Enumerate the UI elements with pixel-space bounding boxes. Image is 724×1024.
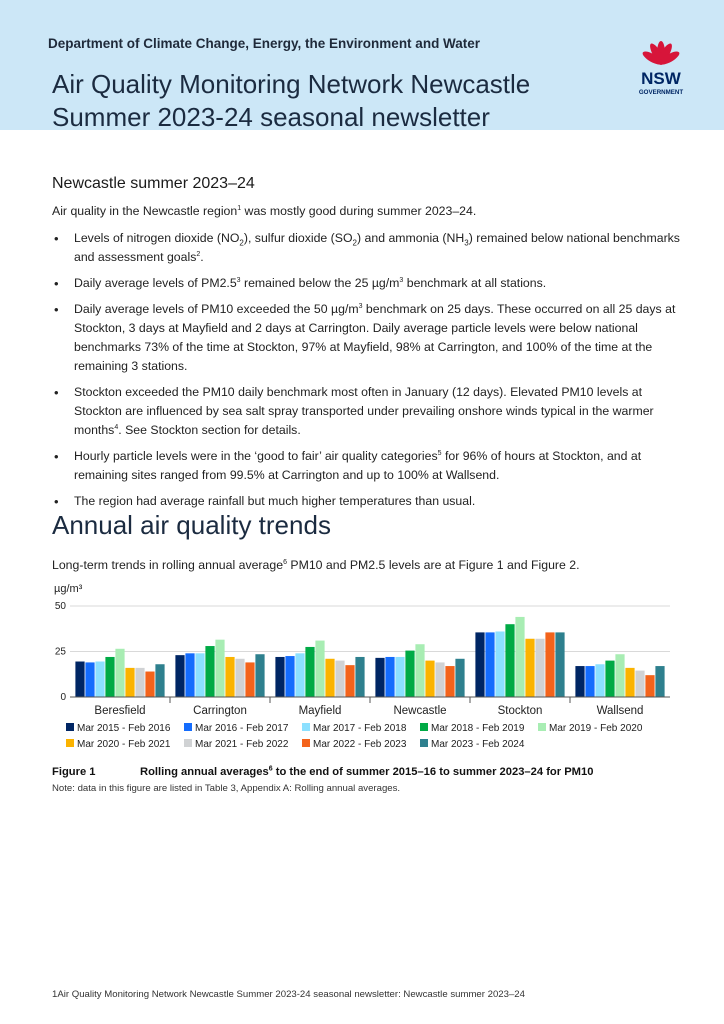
intro-text: was mostly good during summer 2023–24. [241,204,477,218]
bar [555,632,564,697]
bar [95,662,104,697]
bar [515,617,524,697]
bar [505,624,514,697]
bar [255,654,264,697]
pm10-bar-chart [50,578,680,758]
legend-swatch [302,723,310,731]
bar [375,658,384,697]
bar [445,666,454,697]
page-footer [52,989,525,1000]
bar [345,665,354,697]
bar [575,666,584,697]
y-tick-label: 25 [54,646,66,658]
bar [395,657,404,697]
x-tick-label: Newcastle [393,705,447,717]
bar [215,640,224,697]
footnote-ref: 3 [236,276,241,284]
legend-label: Mar 2019 - Feb 2020 [549,723,643,734]
logo-text-government: GOVERNMENT [638,89,684,96]
bar [475,632,484,697]
x-tick-label: Wallsend [596,705,644,717]
bar [175,655,184,697]
bar [115,649,124,697]
page-title [52,68,530,134]
bar [355,657,364,697]
bar [335,661,344,697]
legend-swatch [184,723,192,731]
bullet-text: remained below the 25 µg/m [240,276,400,290]
bullet-stockton [52,383,682,440]
legend-swatch [420,723,428,731]
bullet-text: for 96% of hours at Stockton, and at remaining sites ranged from 99.5% at Carrington and up to 100% at Wallsend. [74,449,642,482]
trends-heading: Annual air quality trends [52,510,331,540]
bar [135,668,144,697]
legend-label: Mar 2017 - Feb 2018 [313,723,407,734]
bar [495,631,504,697]
bullet-text: . [200,250,204,264]
trends-text-part: Long-term trends in rolling annual average [52,558,284,572]
bullet-text: ), sulfur dioxide (SO [243,231,353,245]
bar [655,666,664,697]
bar [185,653,194,697]
bar [585,666,594,697]
summary-heading: Newcastle summer 2023–24 [52,175,255,192]
legend-label: Mar 2020 - Feb 2021 [77,739,171,750]
title-line-2: Summer 2023-24 seasonal newsletter [52,102,490,132]
bar [455,659,464,697]
footnote-ref: 6 [268,765,273,773]
bullet-text: Levels of nitrogen dioxide (NO [74,231,240,245]
logo-text-nsw: NSW [641,69,681,88]
legend-label: Mar 2022 - Feb 2023 [313,739,407,750]
bar [525,639,534,697]
bullet-pm25 [52,274,682,293]
waratah-icon [641,41,681,67]
bar [295,653,304,697]
superscript: 3 [358,302,363,310]
footnote-ref: 6 [283,558,287,566]
legend-swatch [538,723,546,731]
bullet-text: ) and ammonia (NH [357,231,465,245]
x-tick-label: Stockton [497,705,543,717]
bar [325,659,334,697]
bar [125,668,134,697]
summary-intro [52,204,476,218]
bar [385,657,394,697]
department-name: Department of Climate Change, Energy, the Environment and Water [48,36,481,51]
bar [85,662,94,697]
figure-caption [52,766,593,778]
legend-label: Mar 2016 - Feb 2017 [195,723,289,734]
intro-text: Air quality in the Newcastle region [52,204,238,218]
bar [315,641,324,697]
bar [485,632,494,697]
figure-note: Note: data in this figure are listed in Table 3, Appendix A: Rolling annual averages. [52,783,401,794]
bar [235,659,244,697]
subscript: 2 [352,238,357,248]
legend-swatch [184,739,192,747]
legend-swatch [420,739,428,747]
bullet-text: Stockton exceeded the PM10 daily benchmark most often in January (12 days). Elevated PM10 levels at Stockton are influenced by sea salt spray transported under prevailing onshore winds typical in the warmer months [74,385,654,437]
subscript: 3 [464,238,469,248]
caption-text: to the end of summer 2015–16 to summer 2023–24 for PM10 [272,766,594,778]
bar [595,664,604,697]
footnote-ref: 4 [114,423,119,431]
bar [75,662,84,697]
bar [205,646,214,697]
bullet-text: benchmark on 25 days. These occurred on all 25 days at Stockton, 3 days at Mayfield and 2 days at Carrington. Daily average particle levels were below national benchmarks 73% of the time at Stockton, 97% at Mayfield, 98% at Carrington, and 100% of the time at the remaining 3 stations. [74,302,676,373]
footnote-ref: 2 [196,250,201,258]
bar [245,662,254,697]
x-tick-label: Carrington [193,705,247,717]
bullet-text: Daily average levels of PM2.5 [74,276,237,290]
bullet-text: Daily average levels of PM10 exceeded the 50 µg/m [74,302,359,316]
bullet-gases [52,229,682,267]
y-axis-unit-label: µg/m³ [54,583,83,595]
bullet-text: Hourly particle levels were in the ‘good to fair’ air quality categories [74,449,438,463]
bar [425,661,434,697]
summary-bullets [52,229,682,518]
legend-label: Mar 2021 - Feb 2022 [195,739,289,750]
bar [285,656,294,697]
bullet-weather: • The region had average rainfall but much higher temperatures than usual. [52,492,682,511]
bullet-text: benchmark at all stations. [403,276,547,290]
bar [635,671,644,697]
legend-swatch [302,739,310,747]
bar [225,657,234,697]
bar [305,647,314,697]
page-number: 1 [52,989,58,1000]
figure-label: Figure 1 [52,766,96,778]
bar [545,632,554,697]
bar [605,661,614,697]
bar [415,644,424,697]
legend-label: Mar 2023 - Feb 2024 [431,739,525,750]
legend-label: Mar 2015 - Feb 2016 [77,723,171,734]
x-tick-label: Mayfield [298,705,342,717]
bullet-hourly [52,447,682,485]
footnote-ref: 5 [437,449,442,457]
caption-text: Rolling annual averages [140,766,269,778]
y-tick-label: 50 [54,601,66,612]
bullet-pm10 [52,300,682,376]
bullet-text: ) remained below national benchmarks and assessment goals [74,231,680,264]
subscript: 2 [239,238,244,248]
bar [195,653,204,697]
bar [405,651,414,697]
bar [275,657,284,697]
bar [625,668,634,697]
bullet-text: . See Stockton section for details. [118,423,301,437]
footer-text: Air Quality Monitoring Network Newcastle Summer 2023-24 seasonal newsletter: Newcastle summer 2023–24 [57,989,525,1000]
legend-swatch [66,723,74,731]
footnote-ref: 1 [237,204,242,212]
bar [435,662,444,697]
legend-swatch [66,739,74,747]
superscript: 3 [399,276,404,284]
bar [645,675,654,697]
bar [145,672,154,697]
y-tick-label: 0 [60,692,66,703]
bar [535,639,544,697]
bar [105,657,114,697]
legend-label: Mar 2018 - Feb 2019 [431,723,525,734]
trends-text-part: PM10 and PM2.5 levels are at Figure 1 and Figure 2. [286,558,580,572]
x-tick-label: Beresfield [94,705,146,717]
trends-text [52,558,580,572]
bar [155,664,164,697]
bar [615,654,624,697]
nsw-government-logo [630,36,692,100]
title-line-1: Air Quality Monitoring Network Newcastle [52,69,531,99]
